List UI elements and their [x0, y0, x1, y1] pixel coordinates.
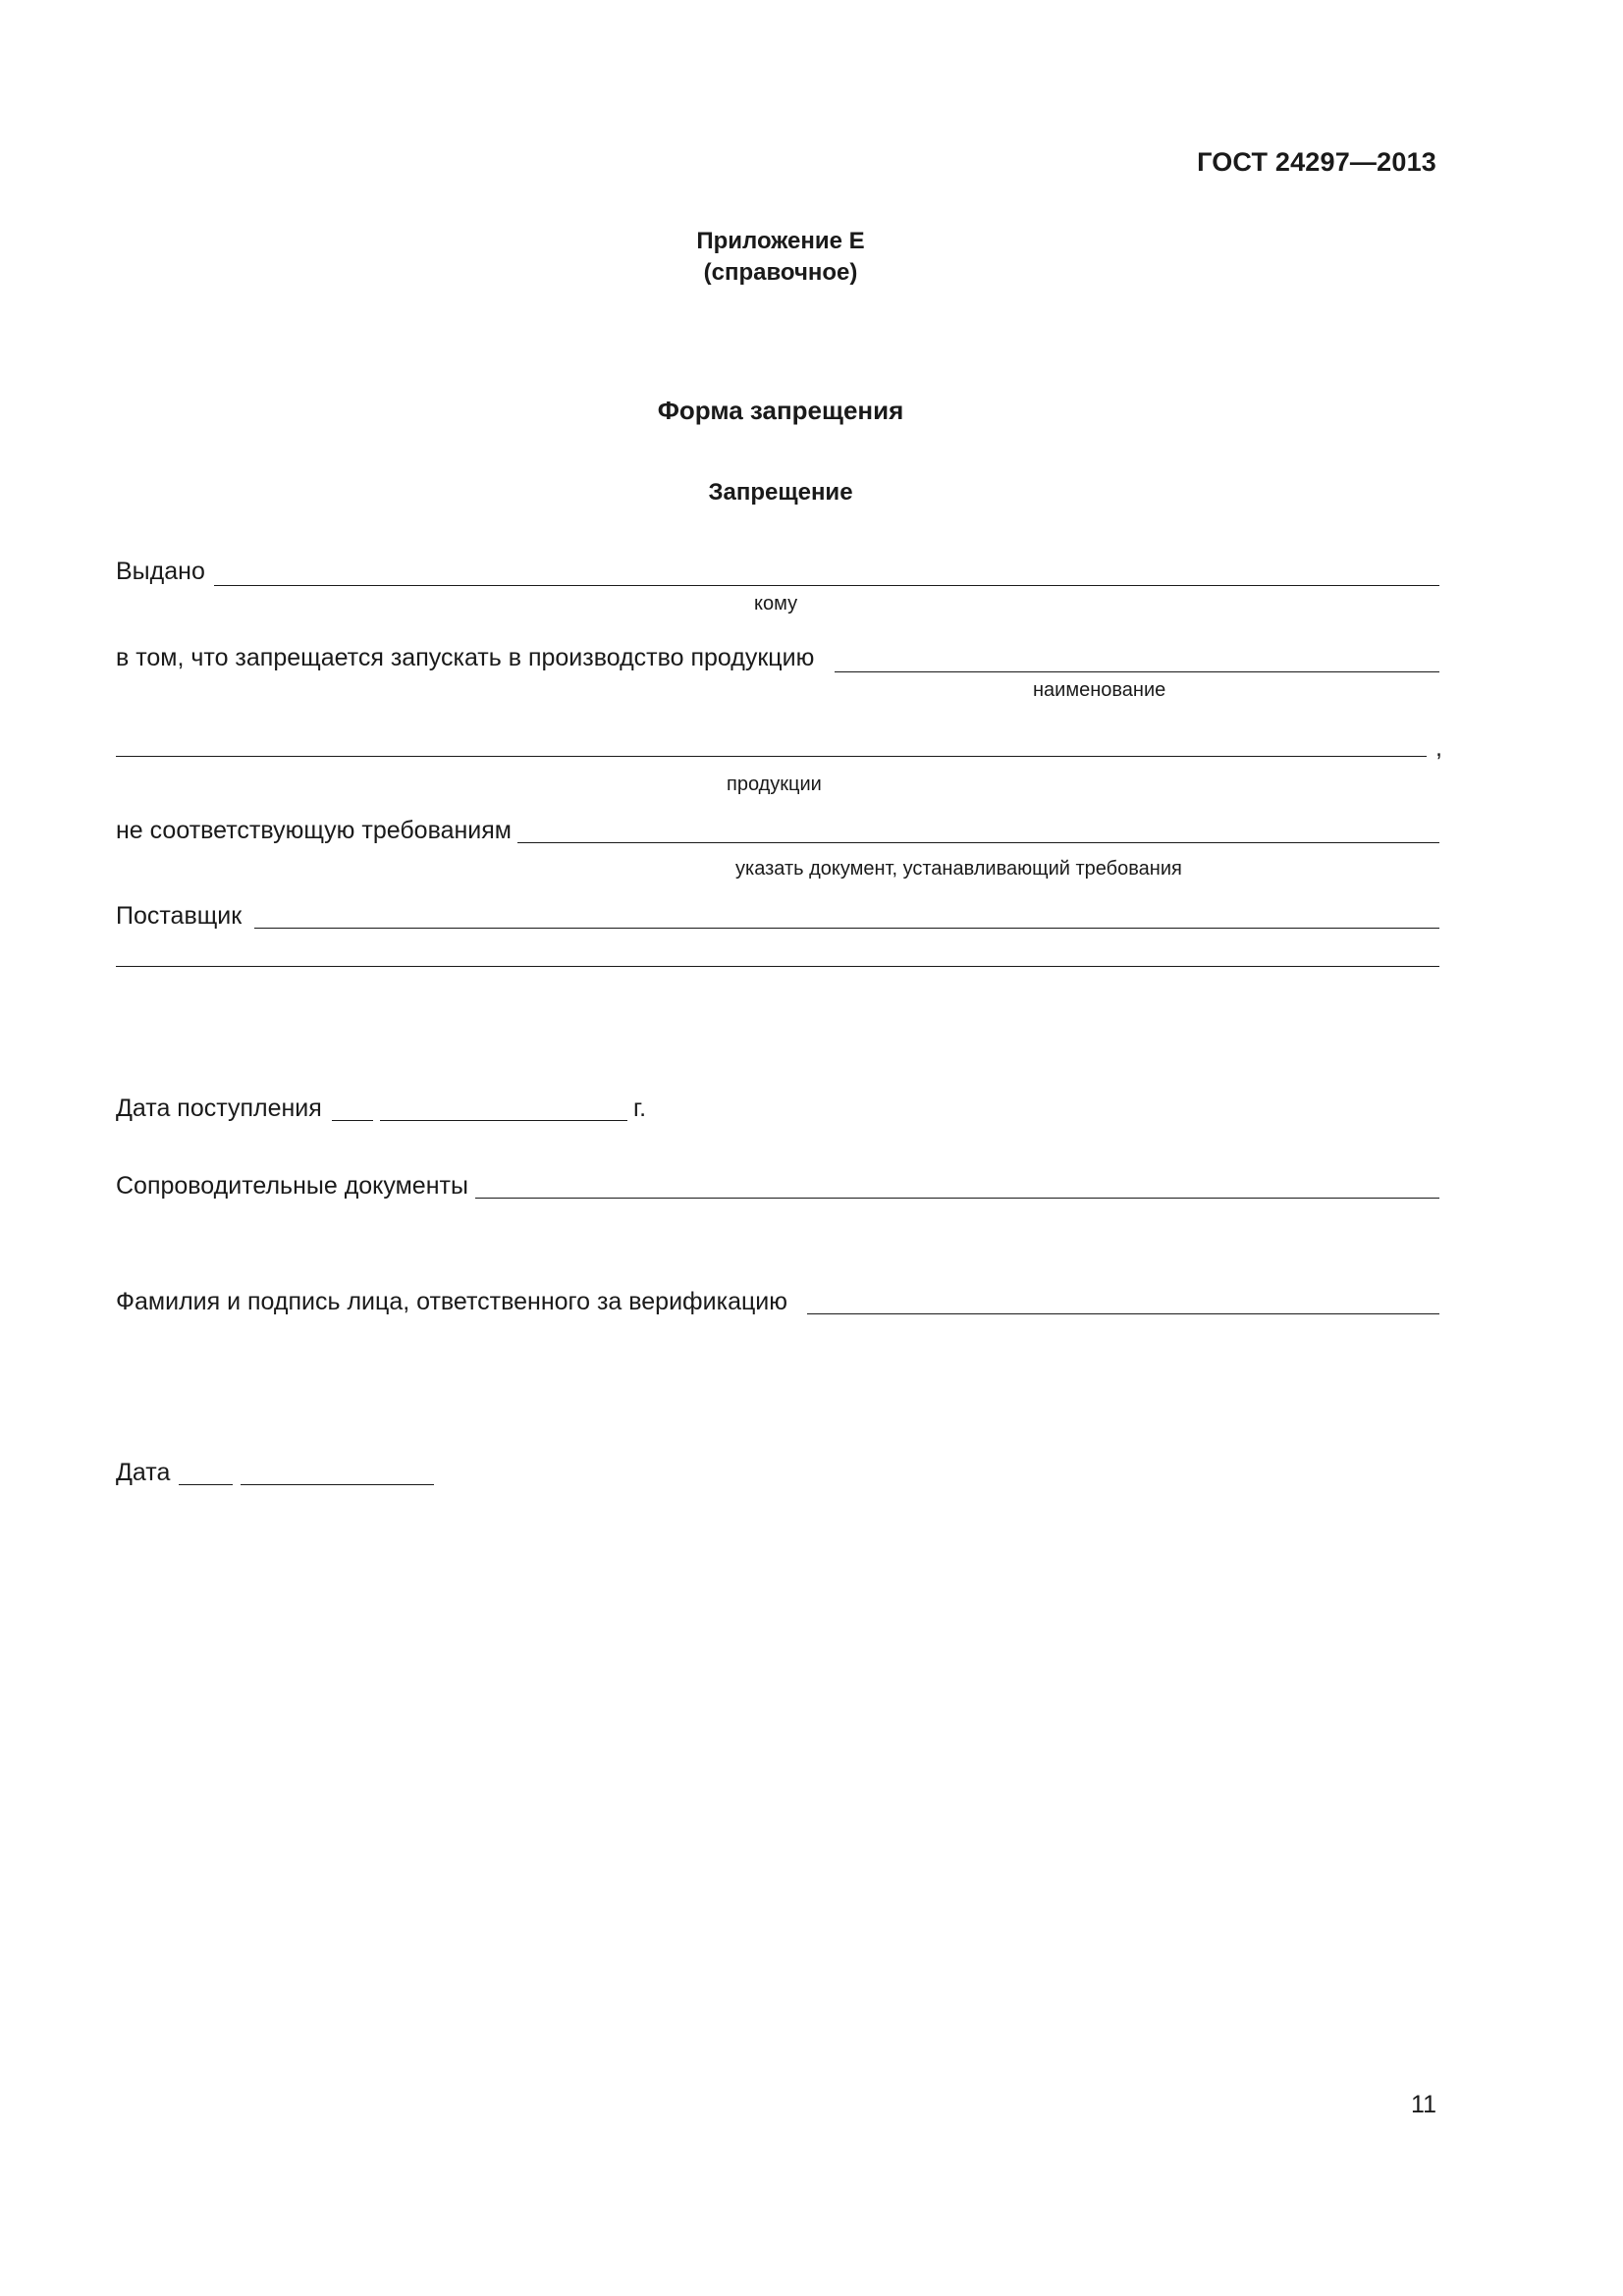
product-line[interactable]: [116, 756, 1427, 757]
date-month-line[interactable]: [241, 1484, 434, 1485]
appendix-title: Приложение Е: [696, 228, 865, 254]
noncompliance-label: не соответствующую требованиям: [116, 817, 512, 844]
receipt-day-line[interactable]: [332, 1120, 373, 1121]
receipt-date-label: Дата поступления: [116, 1095, 322, 1122]
product-hint: продукции: [727, 774, 822, 795]
product-line-comma: ,: [1435, 734, 1442, 762]
page-number: 11: [1411, 2091, 1436, 2118]
accompanying-docs-label: Сопроводительные документы: [116, 1172, 468, 1200]
product-name-line[interactable]: [835, 671, 1439, 672]
date-day-line[interactable]: [179, 1484, 233, 1485]
verifier-line[interactable]: [807, 1313, 1439, 1314]
supplier-label: Поставщик: [116, 902, 243, 930]
requirements-hint: указать документ, устанавливающий требования: [735, 858, 1182, 880]
product-name-hint: наименование: [1033, 679, 1166, 701]
date-label: Дата: [116, 1459, 171, 1486]
appendix-subtitle: (справочное): [703, 259, 858, 286]
receipt-month-line[interactable]: [380, 1120, 627, 1121]
supplier-line[interactable]: [254, 928, 1439, 929]
issued-label: Выдано: [116, 558, 205, 585]
supplier-line-2[interactable]: [116, 966, 1439, 967]
standard-code: ГОСТ 24297—2013: [1197, 147, 1436, 177]
requirements-line[interactable]: [517, 842, 1439, 843]
verifier-label: Фамилия и подпись лица, ответственного за верификацию: [116, 1288, 788, 1315]
accompanying-docs-line[interactable]: [475, 1198, 1439, 1199]
year-suffix: г.: [633, 1095, 647, 1122]
issued-to-line[interactable]: [214, 585, 1439, 586]
form-title: Форма запрещения: [657, 396, 904, 425]
issued-hint: кому: [754, 593, 798, 614]
form-subtitle: Запрещение: [708, 479, 853, 506]
prohibition-label: в том, что запрещается запускать в производство продукцию: [116, 644, 815, 671]
